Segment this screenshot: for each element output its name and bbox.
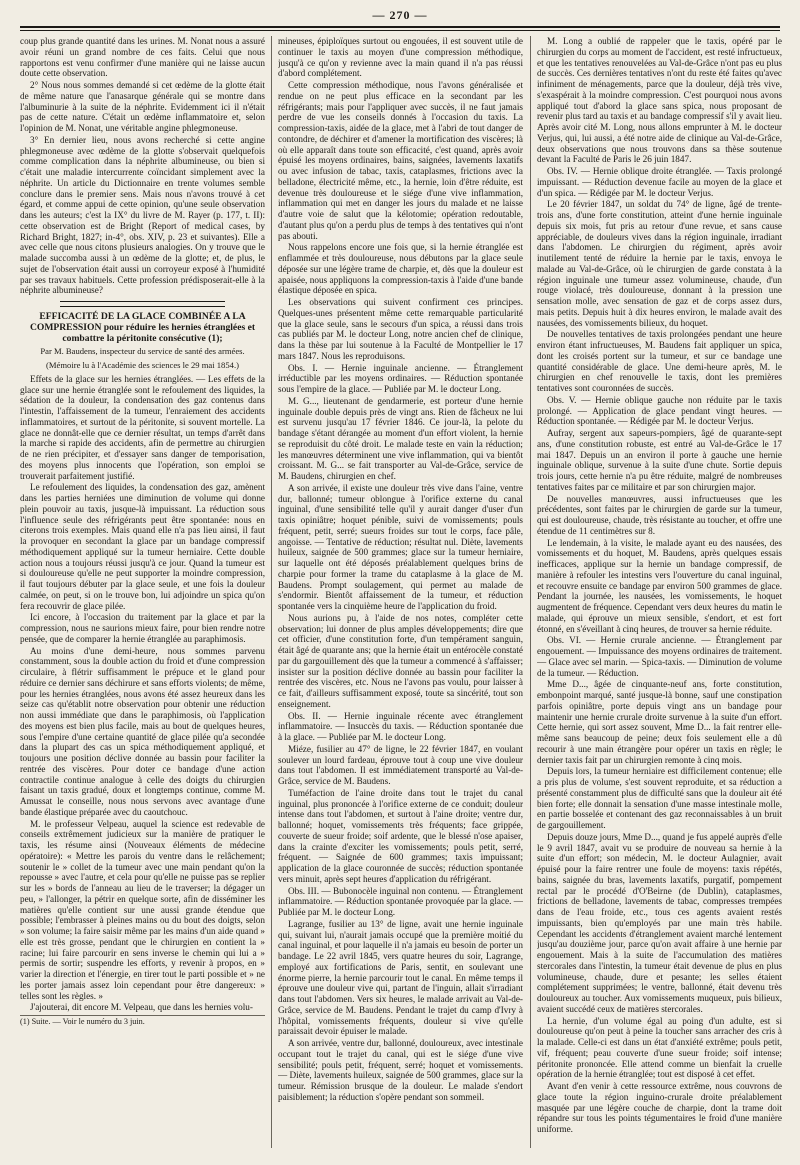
column-left	[20, 36, 265, 1148]
observation-heading: Obs. VI. — Hernie crurale ancienne. — Étranglement par engouement. — Impuissance des moyens ordinaires de traitement. — Glace avec sel marin. — Spica-taxis. — Diminution de volume de la tumeur. — Réduction.	[537, 635, 782, 678]
paragraph: Ici encore, à l'occasion du traitement par la glace et par la compression, nous ne saurions mieux faire, pour bien rendre notre pensée, que de comparer la hernie étranglée au paraphimosis.	[20, 612, 265, 644]
section-divider	[60, 301, 225, 302]
paragraph: Aufray, sergent aux sapeurs-pompiers, âgé de quarante-sept ans, d'une constitution robuste, est entré au Val-de-Grâce le 17 mai 1847. Depuis un an environ il porte à gauche une hernie inguinale oblique, survenue à la suite d'une chute. Sortie depuis trois jours, cette hernie n'a pu être réduite, malgré de nombreuses tentatives faites par ce militaire et par son chirurgien major.	[537, 428, 782, 492]
paragraph: coup plus grande quantité dans les urines. M. Nonat nous a assuré avoir réuni un grand nombre de ces faits. Celui que nous rapportons est venu confirmer d'une manière qui ne laisse aucun doute cette observation.	[20, 36, 265, 79]
header-rule-thin	[20, 30, 780, 31]
paragraph: La hernie, d'un volume égal au poing d'un adulte, est si douloureuse qu'on peut à peine la toucher sans arracher des cris à la malade. Celle-ci est dans un état d'anxiété extrême; pouls petit, vif, fréquent; peau couverte d'une sueur froide; soif intense; péritonite prononcée. Elle attend comme un bienfait la cruelle opération de la hernie étranglée; tout est disposé à cet effet.	[537, 1015, 782, 1080]
paragraph: A son arrivée, ventre dur, ballonné, douloureux, avec intestinale occupant tout le trajet du canal, qui est le siége d'une vive sensibilité; pouls petit, fréquent, serré; hoquet et vomissements. — Diète, lavements huileux, saignée de 500 grammes, glace sur la tumeur. Rémission brusque de la douleur. Le malade s'endort paisiblement; la réduction s'opère pendant son sommeil.	[278, 1038, 523, 1102]
paragraph: Les observations qui suivent confirment ces principes. Quelques-unes présentent même cette remarquable particularité que la glace seule, sans le secours d'un spica, a réussi dans trois cas publiés par M. le docteur Long, notre ancien chef de clinique, dans la thèse par lui soutenue à la Faculté de Montpellier le 17 mars 1847. Nous les reproduisons.	[278, 297, 523, 361]
article-byline: Par M. Baudens, inspecteur du service de santé des armées.	[40, 346, 245, 357]
column-divider	[271, 36, 272, 1148]
observation-heading: Obs. I. — Hernie inguinale ancienne. — Étranglement irréductible par les moyens ordinaires. — Réduction spontanée sous l'empire de la glace. — Publiée par M. le docteur Long.	[278, 362, 523, 394]
observation-heading: Obs. III. — Bubonocèle inguinal non contenu. — Étranglement inflammatoire. — Réduction spontanée provoquée par la glace. — Publiée par M. le docteur Long.	[278, 885, 523, 917]
section-divider	[60, 306, 225, 307]
paragraph: Cette compression méthodique, nous l'avons généralisée et rendue on ne peut plus efficace en la secondant par les réfrigérants; mais pour l'appliquer avec succès, il ne faut jamais perdre de vue les conseils donnés à l'occasion du taxis. La compression-taxis, aidée de la glace, met à l'abri de tout danger de contondre, de déchirer et d'amener la mortification des viscères; là où elle apparaît dans toute son efficacité, c'est quand, après avoir épuisé les moyens ordinaires, bains, saignées, lavements laxatifs ou avec infusion de tabac, taxis, cataplasmes, frictions avec la belladone, électricité même, etc., la hernie, loin d'être réduite, est devenue très douloureuse et le siége d'une vive inflammation, inflammation qui met en danger les jours du malade et ne laisse d'autre voie de salut que la kélotomie; opération redoutable, d'autant plus qu'on a perdu plus de temps à des tentatives qui n'ont pas abouti.	[278, 80, 523, 241]
observation-heading: Obs. IV. — Hernie oblique droite étranglée. — Taxis prolongé impuissant. — Réduction devenue facile au moyen de la glace et d'un spica. — Rédigée par M. le docteur Verjus.	[537, 166, 782, 198]
paragraph: Le 20 février 1847, un soldat du 74° de ligne, âgé de trente-trois ans, d'une forte constitution, atteint d'une hernie inguinale depuis six mois, fut pris au retour d'une revue, et sans cause appréciable, de douleurs vives dans la région inguinale, irradiant dans l'abdomen. Le chirurgien du régiment, après avoir inutilement tenté de réduire la hernie par le taxis, envoya le malade au Val-de-Grâce, où le chirurgien de garde constata à la région inguinale une tumeur assez volumineuse, chaude, d'un rouge violacé, très douloureuse, donnant à la pression une sensation molle, avec sensation de gaz et de corps assez durs, mais petits. Depuis huit à dix heures environ, le malade avait des nausées, des vomissements bilieux, du hoquet.	[537, 199, 782, 328]
paragraph: Nous aurions pu, à l'aide de nos notes, compléter cette observation; lui donner de plus amples développements; dire que cet officier, d'une constitution forte, d'un tempérament sanguin, était âgé de quarante ans; que la hernie était un entérocèle constaté par du gargouillement dès que la tumeur a commencé à s'affaisser; insister sur la position déclive donnée au bassin pour faciliter la rentrée des viscères, etc. Nous ne l'avons pas voulu, pour laisser à ce fait, d'ailleurs suffisamment exposé, toute sa sincérité, tout son enseignement.	[278, 612, 523, 709]
paragraph: M. G..., lieutenant de gendarmerie, est porteur d'une hernie inguinale double depuis près de vingt ans. Rien de fâcheux ne lui est survenu jusqu'au 17 février 1846. Ce jour-là, la pelote du bandage s'étant dérangée au moment d'un effort violent, la hernie se reproduisit du côté droit. Le malade teste en vain la réduction; les manœuvres déterminent une vive inflammation, qui va bientôt croissant. M. G... se fait transporter au Val-de-Grâce, service de M. Baudens, chirurgien en chef.	[278, 395, 523, 481]
observation-heading: Obs. II. — Hernie inguinale récente avec étranglement inflammatoire. — Insuccès du taxis. — Réduction spontanée due à la glace. — Publiée par M. le docteur Long.	[278, 710, 523, 742]
footnote: (1) Suite. — Voir le numéro du 3 juin.	[20, 1015, 265, 1028]
paragraph: J'ajouterai, dit encore M. Velpeau, que dans les hernies volu-	[30, 1002, 253, 1013]
paragraph: 3° En dernier lieu, nous avons recherché si cette angine phlegmoneuse avec œdème de la glotte s'observait quelquefois comme complication dans la néphrite albumineuse, ou bien si c'était une maladie intercurrente coïncidant simplement avec la néphrite. Un article du Dictionnaire en trente volumes semble conclure dans le premier sens. Mais nous n'avons trouvé à cet égard, et comme appui de cette opinion, qu'une seule observation dans les auteurs; c'est la IX° du livre de M. Rayer (p. 177, t. II): cette observation est de Bright (Report of medical cases, by Richard Bright, 1827; in-4°, obs. XIV, p. 23 et suivantes). Elle a avec celle que nous citons plusieurs analogies. On y trouve que le malade succomba aussi à un œdème de la glotte; et, de plus, le sujet de l'observation était aussi un corroyeur exposé à l'humidité par ses travaux habituels. Cette profession prédisposerait-elle à la néphrite albumineuse?	[20, 134, 265, 296]
paragraph: De nouvelles manœuvres, aussi infructueuses que les précédentes, sont faites par le chirurgien de garde sur la tumeur, qui est douloureuse, chaude, très résistante au toucher, et offre une étendue de 11 centimètres sur 8.	[537, 493, 782, 536]
paragraph: Miéze, fusilier au 47° de ligne, le 22 février 1847, en voulant soulever un lourd fardeau, éprouve tout à coup une vive douleur dans tout l'abdomen. Il est immédiatement transporté au Val-de-Grâce, service de M. Baudens.	[278, 743, 523, 786]
paragraph: Tuméfaction de l'aine droite dans tout le trajet du canal inguinal, plus prononcée à l'orifice externe de ce conduit; douleur intense dans tout l'abdomen, et surtout à l'aine droite; ventre dur, ballonné; hoquet, vomissements très fréquents; face grippée, couverte de sueur froide; soif ardente, que le blessé n'ose apaiser, dans la crainte d'exciter les vomissements; pouls petit, serré, fréquent. — Saignée de 600 grammes; taxis impuissant; application de la glace couronnée de succès; réduction spontanée vers minuit, après sept heures d'application du réfrigérant.	[278, 787, 523, 884]
observation-heading: Obs. V. — Hernie oblique gauche non réduite par le taxis prolongé. — Application de glace pendant vingt heures. — Réduction spontanée. — Rédigée par M. le docteur Verjus.	[537, 394, 782, 427]
paragraph: M. Long a oublié de rappeler que le taxis, opéré par le chirurgien du corps au moment de l'accident, est resté infructueux, et que les tentatives renouvelées au Val-de-Grâce n'ont pas eu plus de succès. Ces dernières tentatives n'ont du reste été faites qu'avec infiniment de ménagements, parce que la douleur, déjà très vive, s'exaspérait à la moindre compression. C'est pourquoi nous avons appliqué tout d'abord la glace sans spica, nous proposant de revenir plus tard au taxis et au bandage compressif s'il y avait lieu. Après avoir cité M. Long, nous allons emprunter à M. le docteur Verjus, qui, lui aussi, a été notre aide de clinique au Val-de-Grâce, deux observations que nous trouvons dans sa thèse soutenue devant la Faculté de Paris le 26 juin 1847.	[537, 36, 782, 165]
page-number: — 270 —	[372, 8, 428, 22]
paragraph: Effets de la glace sur les hernies étranglées. — Les effets de la glace sur une hernie étranglée sont le refoulement des liquides, la sédation de la douleur, la condensation des gaz contenus dans l'intestin, l'affaissement de la tumeur, l'enraiement des accidents inflammatoires, et surtout de la péritonite, si souvent mortelle. La glace ne donnât-elle que ce dernier résultat, un temps d'arrêt dans la marche si rapide des accidents, afin de permettre au chirurgien de ne rien précipiter, et d'essayer sans danger de temporisation, des moyens plus innocents que l'opération, son emploi se trouverait parfaitement justifié.	[20, 373, 265, 481]
paragraph: mineuses, épiploïques surtout ou engouées, il est souvent utile de continuer le taxis au moyen d'une compression méthodique, jusqu'à ce qu'on y revienne avec la main quand il n'a pas réussi d'abord complétement.	[278, 36, 523, 79]
article-title: EFFICACITÉ DE LA GLACE COMBINÉE A LA COMPRESSION pour réduire les hernies étranglées et combattre la péritonite consécutive (1);	[29, 311, 256, 344]
paragraph: Lagrange, fusilier au 13° de ligne, avait une hernie inguinale qui, suivant lui, n'aurait jamais occupé que la première moitié du canal inguinal, et pour laquelle il n'a jamais eu besoin de porter un bandage. Le 22 avril 1845, vers quatre heures du soir, Lagrange, employé aux fortifications de Paris, sentit, en soulevant une énorme pierre, la hernie parcourir tout le canal. En même temps il éprouve une douleur vive qui, partant de l'inguin, allait s'irradiant dans tout l'abdomen. Vers six heures, le malade arrivait au Val-de-Grâce, service de M. Baudens. Pendant le trajet du camp d'Ivry à l'hôpital, vomissements fréquents, douleur si vive qu'elle paraissait devoir épuiser le malade.	[278, 918, 523, 1037]
column-middle	[278, 36, 523, 1148]
paragraph: Nous rappelons encore une fois que, si la hernie étranglée est enflammée et très douloureuse, nous débutons par la glace seule déposée sur une légère trame de charpie, et, dès que la douleur est apaisée, nous appliquons la compression-taxis à l'aide d'une bande élastique déposée en spica.	[278, 242, 523, 296]
header-rule	[20, 26, 780, 28]
paragraph: De nouvelles tentatives de taxis prolongées pendant une heure environ étant infructueuses, M. Baudens fait appliquer un spica, dont les croisés portent sur la tumeur, et sur ce bandage une quantité considérable de glace. Une demi-heure après, M. le chirurgien en chef renouvelle le taxis, dont les premières tentatives sont couronnées de succès.	[537, 329, 782, 393]
paragraph: Avant d'en venir à cette ressource extrême, nous couvrons de glace toute la région inguino-crurale droite préalablement masquée par une légère couche de charpie, dont la trame doit répandre sur tous les points tégumentaires le froid d'une manière uniforme.	[537, 1081, 782, 1134]
column-right	[537, 36, 782, 1148]
paragraph: 2° Nous nous sommes demandé si cet œdème de la glotte était de même nature que l'anasarque générale qui se montre dans l'albuminurie à la suite de la néphrite. Evidemment ici il n'était pas de cette nature. C'était un œdème inflammatoire et, selon l'opinion de M. Nonat, une véritable angine phlegmoneuse.	[20, 80, 265, 133]
paragraph: Au moins d'une demi-heure, nous sommes parvenu constamment, sous la double action du froid et d'une compression circulaire, à flétrir suffisamment le prépuce et le gland pour réduire ce dernier sans déchirure et sans efforts violents; de même, pour les hernies étranglées, nous avons été assez heureux dans les seize cas qu'établit notre observation pour obtenir une réduction non aussi immédiate que dans le paraphimosis, où l'application des moyens est bien plus facile, mais au bout de quelques heures, sous l'empire d'une certaine quantité de glace pilée qu'a secondée dans la plupart des cas un spica méthodiquement appliqué, et toujours une position déclive donnée au bassin pour faciliter la rentrée des viscères. Pour doter ce bandage d'une action contractile continue analogue à celle des doigts du chirurgien faisant un taxis gradué, doux et longtemps continue, comme M. Amussat le conseille, nous nous servons avec avantage d'une bande élastique préparée avec du caoutchouc.	[20, 645, 265, 817]
paragraph: Depuis douze jours, Mme D..., quand je fus appelé auprès d'elle le 9 avril 1847, avait vu se produire de nouveau sa hernie à la suite d'un effort; son médecin, M. le docteur Aulagnier, avait épuisé pour la faire rentrer une foule de moyens: taxis répétés, bains, saignée du bras, lavements laxatifs, purgatif, pompement rectal par le procédé d'O'Beirne (de Dublin), cataplasmes, frictions de belladone, lavements de tabac, compresses trempées dans de l'eau froide, etc., tous ces agents avaient restés impuissants, bien qu'employés par une main très habile. Cependant les accidents d'étranglement avaient marché lentement jusqu'au douzième jour, parce qu'on avait affaire à une hernie par engouement. Mais à la suite de l'accumulation des matières stercorales dans l'intestin, la tumeur était devenue de plus en plus volumineuse, chaude, dure et pesante; les selles étaient complétement supprimées; le ventre, ballonné, était devenu très douloureux au toucher. Aux vomissements muqueux, puis bilieux, avaient succédé ceux de matières stercorales.	[537, 831, 782, 1014]
column-divider	[530, 36, 531, 1148]
paragraph: M. le professeur Velpeau, auquel la science est redevable de conseils extrêmement judicieux sur la manière de pratiquer le taxis, les résume ainsi (Nouveaux éléments de médecine opératoire): « Mettre les parois du ventre dans le relâchement; soutenir le » collet de la tumeur avec une main pendant qu'on la repousse » avec l'autre, et cela pour qu'elle ne puisse pas se replier sur les » bords de l'anneau au lieu de le traverser; la dégager un peu, » l'allonger, la pétrir en quelque sorte, afin de disséminer les matières qu'elle contient sur une aussi grande étendue que possible; l'embrasser à pleines mains ou du bout des doigts, selon » son volume; la faire saisir même par les mains d'un aide quand » elle est très grosse, pendant que le chirurgien en contient la » racine; lui faire parcourir en sens inverse le chemin qui lui a » permis de sortir; suspendre les efforts, y revenir à propos, en » varier la direction et l'énergie, en tirer tout le parti possible et » ne les porter jamais assez loin cependant pour être dangereux: » telles sont les règles. »	[20, 818, 265, 1001]
paragraph: Depuis lors, la tumeur herniaire est difficilement contenue; elle a pris plus de volume, s'est souvent reproduite, et sa réduction a présenté constamment plus de difficulté sans que la douleur ait été bien forte; elle donnait la sensation d'une masse intestinale molle, en partie bosselée et contenant des gaz reconnaissables à un bruit de gargouillement.	[537, 766, 782, 830]
paragraph: Le lendemain, à la visite, le malade ayant eu des nausées, des vomissements et du hoquet, M. Baudens, après quelques essais inefficaces, applique sur la hernie un bandage compressif, de manière à refouler les intestins vers l'ouverture du canal inguinal, et recouvre ensuite ce bandage par environ 500 grammes de glace. Pendant la journée, les nausées, les vomissements, le hoquet augmentent de fréquence. Cependant vers deux heures du matin le malade, qui éprouve un mieux sensible, s'endort, et est fort étonné, en s'éveillant à cinq heures, de trouver sa hernie réduite.	[537, 537, 782, 634]
article-note: (Mémoire lu à l'Académie des sciences le 29 mai 1854.)	[46, 360, 239, 370]
paragraph: A son arrivée, il existe une douleur très vive dans l'aine, ventre dur, ballonné; tumeur oblongue à l'orifice externe du canal inguinal, d'une sensibilité telle qu'il y aurait danger d'user d'un taxis opiniâtre; hoquet pénible, suivi de vomissements; pouls fréquent, petit, serré; sueurs froides sur tout le corps, face pâle, angoisse. — Tentative de réduction; résultat nul. Diète, lavements huileux, saignée de 500 grammes; glace sur la tumeur herniaire, sur laquelle ont été déposés préalablement quelques brins de charpie pour former la trame du cataplasme à la glace de M. Baudens. Prompt soulagement, qui permet au malade de s'endormir. Bientôt affaissement de la tumeur, et réduction spontanée vers la cinquième heure de l'application du froid.	[278, 482, 523, 611]
paragraph: Le refoulement des liquides, la condensation des gaz, amènent dans les parties herniées une diminution de volume qui donne plein pouvoir au taxis, jusque-là impuissant. La réduction sous l'influence seule des réfrigérants peut être spontanée: nous en citerons trois exemples. Mais quand elle n'a pas lieu ainsi, il faut la provoquer en secondant la glace par un bandage compressif méthodiquement appliqué sur la tumeur herniaire. Cette double action nous a toujours réussi jusqu'à ce jour. Quand la tumeur est si douloureuse qu'elle ne peut supporter la moindre compression, il faut toujours débuter par la glace seule, et une fois la douleur calmée, on peut, si on le trouve bon, lui adjoindre un spica qu'on fera recouvrir de glace pilée.	[20, 482, 265, 611]
paragraph: Mme D..., âgée de cinquante-neuf ans, forte constitution, embonpoint marqué, santé jusque-là bonne, sauf une constipation parfois opiniâtre, porte depuis vingt ans un bandage pour maintenir une hernie crurale droite survenue à la suite d'un effort. Cette hernie, qui sort assez souvent, Mme D... la fait rentrer elle-même sans beaucoup de peine; deux fois seulement elle a dû recourir à une main étrangère pour opérer un taxis en règle; le dernier taxis fait par un chirurgien remonte à cinq mois.	[537, 679, 782, 765]
